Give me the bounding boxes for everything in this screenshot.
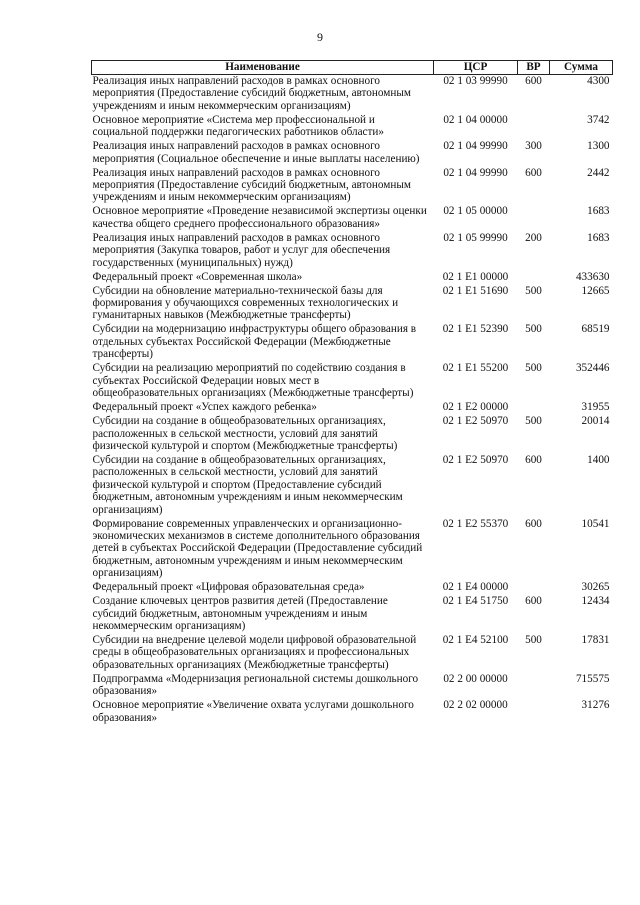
- row-code-cell: 02 1 03 99990: [443, 75, 508, 87]
- header-vr: ВР: [518, 61, 550, 75]
- table-row: [92, 415, 613, 454]
- row-sum-cell: 715575: [575, 672, 610, 685]
- row-sum-cell: 30265: [581, 581, 610, 594]
- row-vr-cell: [518, 205, 550, 231]
- table-header: [92, 61, 613, 75]
- row-sum-cell: 352446: [575, 362, 610, 375]
- header-code: ЦСР: [434, 61, 518, 75]
- row-code-cell: 02 1 05 00000: [443, 205, 508, 218]
- row-code-cell: 02 1 E4 00000: [442, 581, 509, 594]
- row-name-cell: Подпрограмма «Модернизация региональной системы дошкольного образования»: [92, 672, 419, 698]
- row-name-cell: Реализация иных направлений расходов в рамках основного мероприятия (Закупка товаров, работ и услуг для обеспечения государственных (муниципальных) нужд): [92, 231, 391, 269]
- row-vr-cell: 200: [525, 231, 542, 244]
- row-vr-cell: [518, 581, 550, 595]
- page-number: 9: [317, 30, 323, 44]
- row-code-cell: 02 1 05 99990: [443, 231, 508, 244]
- row-sum-cell: 1300: [587, 140, 610, 153]
- table-row: [92, 699, 613, 725]
- row-sum-cell: 4300: [587, 75, 610, 87]
- row-sum-cell: 20014: [581, 415, 610, 428]
- table-row: [92, 232, 613, 271]
- row-name-cell: Субсидии на обновление материально-технической базы для формирования у обучающихся современных технологических и гуманитарных навыков (Межбюджетные трансферты): [92, 284, 399, 322]
- row-vr-cell: 600: [525, 166, 542, 179]
- row-vr-cell: [518, 401, 550, 415]
- row-sum-cell: 68519: [581, 323, 610, 336]
- row-vr-cell: 600: [525, 517, 542, 530]
- row-vr-cell: 600: [525, 75, 542, 87]
- row-code-cell: 02 2 00 00000: [443, 672, 508, 685]
- row-vr-cell: 500: [525, 362, 542, 375]
- row-name-cell: Основное мероприятие «Система мер профессиональной и социальной поддержки педагогических работников области»: [92, 113, 384, 139]
- row-code-cell: 02 1 04 00000: [443, 113, 508, 126]
- row-sum-cell: 1400: [587, 453, 610, 466]
- row-code-cell: 02 1 E2 50970: [442, 415, 509, 428]
- row-code-cell: 02 1 E4 52100: [442, 633, 509, 646]
- row-code-cell: 02 1 E1 55200: [442, 362, 509, 375]
- table-row: [92, 518, 613, 582]
- row-code-cell: 02 1 04 99990: [443, 166, 508, 179]
- table-row: [92, 167, 613, 206]
- row-code-cell: 02 1 E4 51750: [442, 595, 509, 608]
- row-sum-cell: 433630: [575, 270, 610, 283]
- row-vr-cell: 500: [525, 323, 542, 336]
- table-body: [92, 75, 613, 726]
- table-row: [92, 75, 613, 114]
- row-sum-cell: 2442: [587, 166, 610, 179]
- row-sum-cell: 12665: [581, 284, 610, 297]
- table-row: [92, 271, 613, 285]
- header-name: Наименование: [92, 61, 434, 75]
- row-name-cell: Субсидии на модернизацию инфраструктуры общего образования в отдельных субъектах Российской Федерации (Межбюджетные трансферты): [92, 323, 417, 361]
- row-name-cell: Федеральный проект «Цифровая образовательная среда»: [92, 581, 365, 594]
- row-name-cell: Формирование современных управленческих и организационно-экономических механизмов в системе дополнительного образования детей в субъектах Российской Федерации (Предоставление субсидий бюджетным, автономным учреждениям и иным некоммерческим организациям): [92, 517, 423, 580]
- row-name-cell: Основное мероприятие «Увеличение охвата услугами дошкольного образования»: [92, 699, 414, 724]
- row-name-cell: Субсидии на создание в общеобразовательных организациях, расположенных в сельской местности, условий для занятий физической культурой и спортом (Межбюджетные трансферты): [92, 415, 398, 452]
- row-vr-cell: 500: [525, 633, 542, 646]
- row-vr-cell: [518, 271, 550, 285]
- row-vr-cell: 500: [525, 415, 542, 428]
- row-sum-cell: 31955: [581, 401, 610, 414]
- row-code-cell: 02 1 E1 00000: [442, 270, 509, 283]
- row-name-cell: Федеральный проект «Современная школа»: [92, 270, 303, 283]
- row-name-cell: Субсидии на внедрение целевой модели цифровой образовательной среды в общеобразовательных организациях и профессиональных образовательных организациях (Межбюджетные трансферты): [92, 633, 417, 671]
- table-row: [92, 323, 613, 362]
- row-sum-cell: 1683: [587, 231, 610, 244]
- table-row: [92, 673, 613, 699]
- row-vr-cell: 300: [525, 140, 542, 153]
- row-sum-cell: 31276: [581, 699, 610, 712]
- row-vr-cell: [518, 114, 550, 140]
- row-code-cell: 02 1 E1 51690: [442, 284, 509, 297]
- row-sum-cell: 3742: [587, 113, 610, 126]
- row-sum-cell: 1683: [587, 205, 610, 218]
- table-row: [92, 140, 613, 166]
- row-name-cell: Реализация иных направлений расходов в рамках основного мероприятия (Предоставление субсидий бюджетным, автономным учреждениям и иным некоммерческим организациям): [92, 75, 411, 112]
- row-name-cell: Основное мероприятие «Проведение независимой экспертизы оценки качества общего среднего профессионального образования»: [92, 205, 427, 230]
- table-row: [92, 581, 613, 595]
- row-vr-cell: [518, 673, 550, 699]
- row-name-cell: Субсидии на создание в общеобразовательных организациях, расположенных в сельской местности, условий для занятий физической культурой и спортом (Предоставление субсидий бюджетным, автономным учреждениям и иным некоммерческим организациям): [92, 453, 403, 516]
- row-vr-cell: [518, 699, 550, 725]
- row-sum-cell: 17831: [581, 633, 610, 646]
- table-row: [92, 634, 613, 673]
- budget-table: [91, 60, 613, 726]
- table-row: [92, 114, 613, 140]
- row-sum-cell: 12434: [581, 595, 610, 608]
- row-code-cell: 02 1 E2 00000: [442, 401, 509, 414]
- table-row: [92, 454, 613, 518]
- row-vr-cell: 600: [525, 595, 542, 608]
- row-code-cell: 02 1 04 99990: [443, 140, 508, 153]
- table-row: [92, 285, 613, 324]
- table-row: [92, 595, 613, 634]
- row-code-cell: 02 1 E2 55370: [442, 517, 509, 530]
- row-code-cell: 02 2 02 00000: [443, 699, 508, 712]
- row-name-cell: Федеральный проект «Успех каждого ребенка»: [92, 401, 317, 414]
- table-row: [92, 401, 613, 415]
- row-name-cell: Реализация иных направлений расходов в рамках основного мероприятия (Социальное обеспечение и иные выплаты населению): [92, 140, 420, 165]
- row-vr-cell: 500: [525, 284, 542, 297]
- row-name-cell: Создание ключевых центров развития детей (Предоставление субсидий бюджетным, автономным учреждениям и иным некоммерческим организациям): [92, 595, 388, 632]
- table-row: [92, 205, 613, 231]
- row-vr-cell: 600: [525, 453, 542, 466]
- row-code-cell: 02 1 E1 52390: [442, 323, 509, 336]
- header-sum: Сумма: [550, 61, 613, 75]
- row-name-cell: Реализация иных направлений расходов в рамках основного мероприятия (Предоставление субсидий бюджетным, автономным учреждениям и иным некоммерческим организациям): [92, 166, 411, 204]
- row-sum-cell: 10541: [581, 517, 610, 530]
- row-name-cell: Субсидии на реализацию мероприятий по содействию создания в субъектах Российской Федерации новых мест в общеобразовательных организациях (Межбюджетные трансферты): [92, 362, 414, 400]
- table-row: [92, 362, 613, 401]
- row-code-cell: 02 1 E2 50970: [442, 453, 509, 466]
